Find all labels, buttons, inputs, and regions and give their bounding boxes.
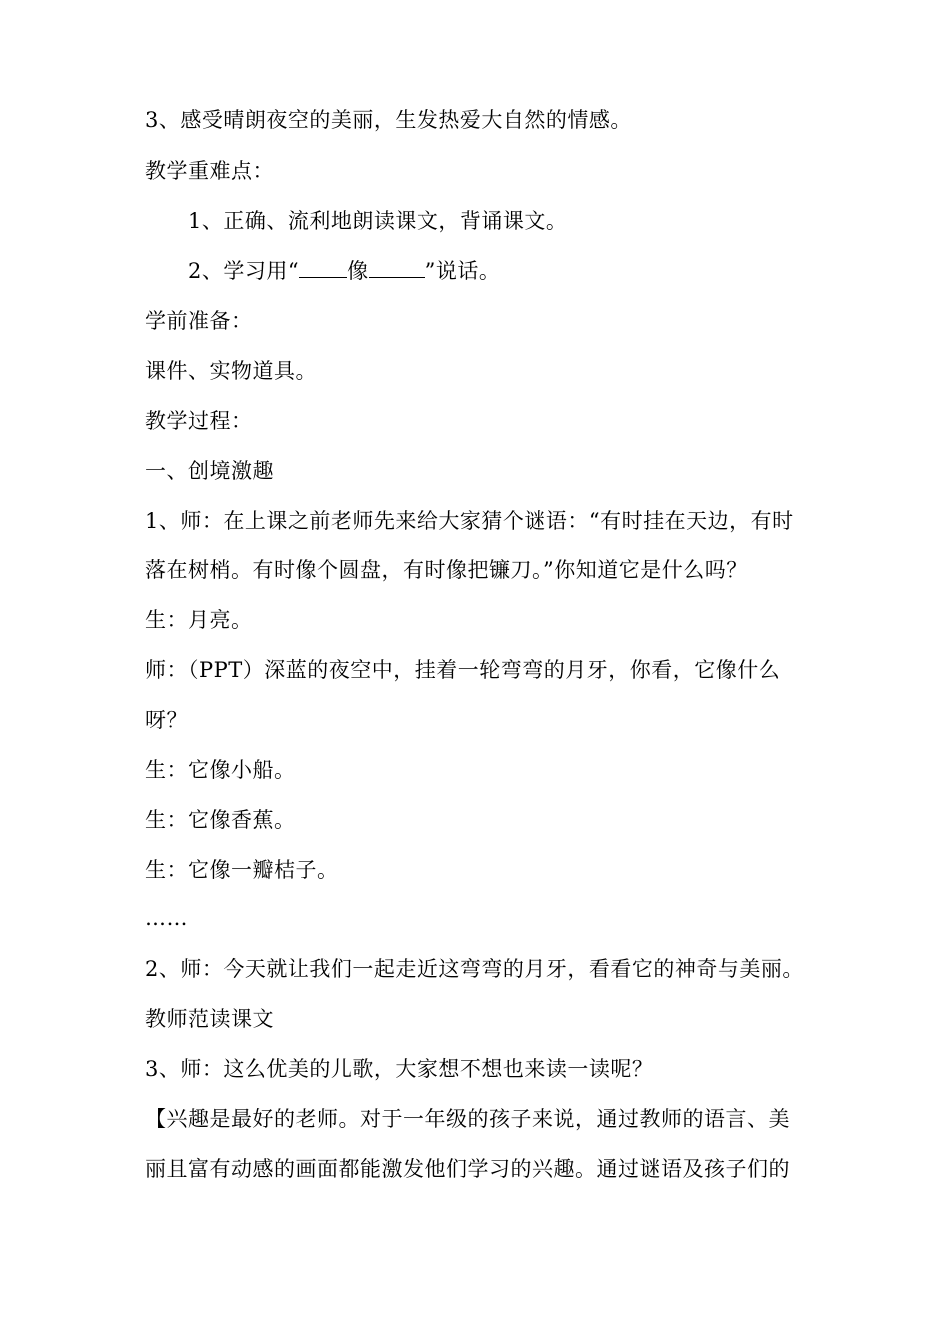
commentary-line-1: 【兴趣是最好的老师。对于一年级的孩子来说，通过教师的语言、美 bbox=[145, 1107, 790, 1131]
preparation-items: 课件、实物道具。 bbox=[145, 359, 317, 383]
heading-process: 教学过程： bbox=[145, 409, 253, 433]
teacher-ppt-line-1: 师：（PPT）深蓝的夜空中，挂着一轮弯弯的月牙，你看，它像什么 bbox=[145, 658, 781, 682]
key-point-2-suffix: ”说话。 bbox=[424, 259, 501, 283]
section-1-heading: 一、创境激趣 bbox=[145, 459, 274, 483]
key-point-2 bbox=[188, 257, 500, 285]
fill-blank-2 bbox=[369, 257, 425, 278]
key-point-1: 1、正确、流利地朗读课文，背诵课文。 bbox=[188, 209, 568, 233]
heading-key-points: 教学重难点： bbox=[145, 159, 274, 183]
student-answer-boat: 生：它像小船。 bbox=[145, 758, 296, 782]
teacher-intro-line: 2、师：今天就让我们一起走近这弯弯的月牙，看看它的神奇与美丽。 bbox=[145, 957, 804, 981]
teacher-question: 3、师：这么优美的儿歌，大家想不想也来读一读呢？ bbox=[145, 1057, 654, 1081]
teacher-reading: 教师范读课文 bbox=[145, 1007, 274, 1031]
key-point-2-prefix: 2、学习用“ bbox=[188, 259, 300, 283]
paragraph-riddle-line-2: 落在树梢。有时像个圆盘，有时像把镰刀。”你知道它是什么吗？ bbox=[145, 558, 748, 582]
paragraph-riddle-line-1: 1、师：在上课之前老师先来给大家猜个谜语：“有时挂在天边，有时 bbox=[145, 509, 794, 533]
heading-preparation: 学前准备： bbox=[145, 309, 253, 333]
teacher-ppt-line-2: 呀？ bbox=[145, 708, 188, 732]
fill-blank-1 bbox=[299, 257, 347, 278]
commentary-line-2: 丽且富有动感的画面都能激发他们学习的兴趣。通过谜语及孩子们的 bbox=[145, 1157, 790, 1181]
student-answer-orange: 生：它像一瓣桔子。 bbox=[145, 858, 339, 882]
objective-3: 3、感受晴朗夜空的美丽，生发热爱大自然的情感。 bbox=[145, 108, 632, 132]
student-answer-moon: 生：月亮。 bbox=[145, 608, 253, 632]
ellipsis: …… bbox=[145, 906, 188, 930]
student-answer-banana: 生：它像香蕉。 bbox=[145, 808, 296, 832]
key-point-2-middle: 像 bbox=[347, 259, 369, 283]
